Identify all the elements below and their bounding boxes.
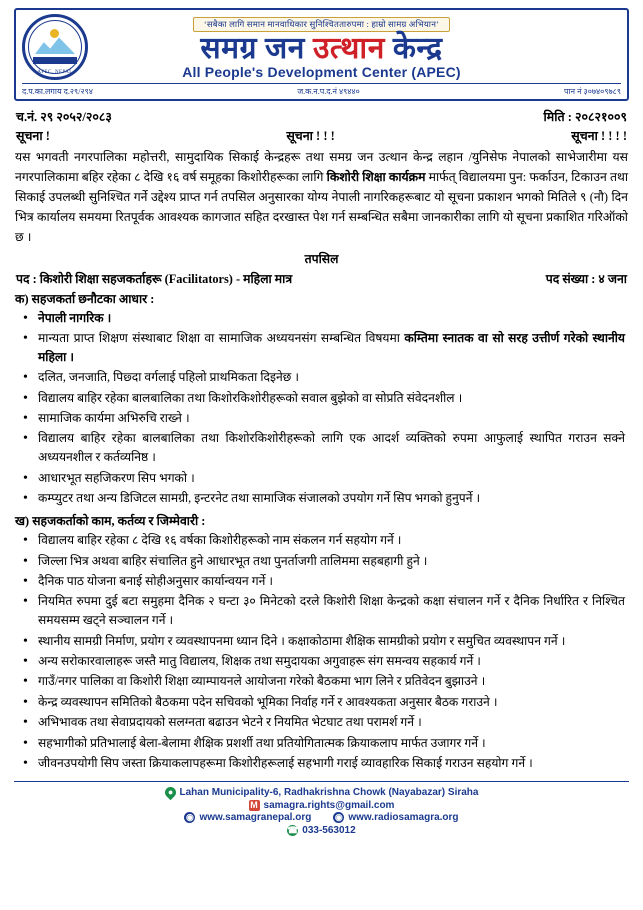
- notice-label-right: सूचना ! ! ! !: [571, 129, 627, 143]
- organization-slogan: ‘सबैका लागि समान मानवाधिकार सुनिश्चिततारुपमा : हाम्रो सामग्र अभियान’: [193, 17, 450, 32]
- footer-phone-text: 033-563012: [302, 824, 356, 836]
- reference-number: च.नं. २९ २०५२/२०८३: [16, 110, 112, 124]
- globe-icon: ◉: [186, 812, 194, 823]
- footer-email[interactable]: [249, 800, 395, 811]
- logo-label: APEC, NEPAL: [37, 70, 73, 75]
- notice-label-mid: सूचना ! ! !: [286, 129, 335, 143]
- registration-left: द.प.का.लगाय द.२९/२९४: [22, 87, 93, 96]
- list-item: • जीवनउपयोगी सिप जस्ता क्रियाकलापहरूमा किशोरीहरूलाई सहभागी गराई व्यावहारिक सिकाई गराउन सहयोग गर्ने ।: [36, 754, 625, 773]
- organization-name-english: All People's Development Center (APEC): [182, 63, 461, 80]
- footer-address-text: Lahan Municipality-6, Radhakrishna Chowk (Nayabazar) Siraha: [179, 787, 479, 799]
- document-footer: [14, 781, 629, 836]
- criteria-list: [14, 309, 629, 509]
- list-item: • गाउँ/नगर पालिका वा किशोरी शिक्षा व्याम्पायनले आयोजना गरेको बैठकमा भाग लिने र प्रतिवेदन बुझाउने ।: [36, 672, 625, 691]
- footer-address: [165, 787, 479, 798]
- letter-date: मिति : २०८२१००९: [543, 110, 627, 124]
- registration-row: [22, 83, 621, 97]
- list-item: • सामाजिक कार्यमा अभिरुचि राख्ने ।: [36, 409, 625, 428]
- letterhead-center: [94, 14, 549, 80]
- list-item: • दैनिक पाठ योजना बनाई सोहीअनुसार कार्यान्वयन गर्ने ।: [36, 572, 625, 591]
- post-title: पद : किशोरी शिक्षा सहजकर्ताहरू (Facilitators) - महिला मात्र: [16, 271, 293, 286]
- notice-paragraph: यस भगवती नगरपालिका महोत्तरी, सामुदायिक सिकाई केन्द्रहरू तथा समग्र जन उत्थान केन्द्र लहान /युनिसेफ नेपालको साभेजारीमा यस नगरपालिकामा बहिर रहेका ८ देखि १६ वर्ष समूहका किशोरीहरूका लागि किशोरी शिक्षा कार्यक्रम मार्फत् विद्यालयमा पुन: फर्काउन, टिकाउन तथा सिकाई उपलब्धी सुनिश्चित गर्ने उद्देश्य प्राप्त गर्न तपसिल अनुसारका योग्य नेपाली नागरिकहरूबाट यो सूचना प्रकाशन भगको मितिले ९ (नौ) दिन भित्र कार्यालय समयमा रितपूर्वक आवश्यक कागजात सहित दरखास्त पेश गर्न सम्बन्धित सबैमा जानकारीका लागि यो सूचना प्रकाशित गरिऑको छ ।: [15, 150, 629, 244]
- list-item: • नेपाली नागरिक ।: [36, 309, 625, 328]
- list-item: • अन्य सरोकारवालाहरू जस्तै मातु विद्यालय, शिक्षक तथा समुदायका अगुवाहरू संग समन्वय सहकार्य गर्ने ।: [36, 652, 625, 671]
- post-row: [16, 270, 627, 287]
- list-item: • मान्यता प्राप्त शिक्षण संस्थाबाट शिक्षा वा सामाजिक अध्ययनसंग सम्बन्धित विषयमा कम्तिमा स्नातक वा सो सरह उत्तीर्ण गरेको स्थानीय महिला ।: [36, 329, 625, 367]
- footer-website-1-text: www.samagranepal.org: [199, 812, 312, 824]
- organization-name-nepali: समग्र जन उत्थान केन्द्र: [200, 32, 443, 66]
- tapasil-heading: तपसिल: [304, 251, 339, 266]
- letterhead: [14, 8, 629, 101]
- organization-logo-icon: [22, 14, 88, 80]
- phone-icon: ☎: [287, 824, 299, 835]
- footer-website-2[interactable]: [333, 812, 458, 823]
- email-icon: M: [250, 799, 258, 810]
- list-item: • दलित, जनजाति, पिछ्दा वर्गलाई पहिलो प्राथमिकता दिइनेछ ।: [36, 368, 625, 387]
- list-item: • सहभागीको प्रतिभालाई बेला-बेलामा शैक्षिक प्रशर्शी तथा प्रतियोगितात्मक क्रियाकलाप मार्फत उजागर गर्ने ।: [36, 734, 625, 753]
- list-item: • विद्यालय बाहिर रहेका बालबालिका तथा किशोरकिशोरीहरूको सवाल बुझेको वा सोप्रति संवेदनशील ।: [36, 389, 625, 408]
- post-count: पद संख्या : ४ जना: [545, 271, 627, 286]
- footer-website-2-text: www.radiosamagra.org: [348, 812, 459, 824]
- reference-row: [16, 108, 627, 125]
- footer-website-1[interactable]: [184, 812, 311, 823]
- footer-address-line: [14, 787, 629, 798]
- list-item: • नियमित रुपमा दुई बटा समुहमा दैनिक २ घन्टा ३० मिनेटको दरले किशोरी शिक्षा केन्द्रको कक्षा संचालन गर्ने र दैनिक निर्धारित र निश्चित समयसम्म खट्ने सञ्चालन गर्ने ।: [36, 592, 625, 630]
- footer-web-line: [14, 812, 629, 823]
- notice-label-left: सूचना !: [16, 129, 50, 143]
- list-item: • जिल्ला भित्र अथवा बाहिर संचालित हुने आधारभूत तथा पुनर्ताजगी तालिममा सहबहागी हुने ।: [36, 552, 625, 571]
- letterhead-top: [22, 14, 621, 80]
- section-b-heading: ख) सहजकर्ताको काम, कर्तव्य र जिम्मेवारी :: [15, 514, 206, 529]
- list-item: • कम्प्युटर तथा अन्य डिजिटल सामग्री, इन्टरनेट तथा सामाजिक संजालको उपयोग गर्ने सिप भगको हुनुपर्ने ।: [36, 489, 625, 508]
- list-item: • विद्यालय बाहिर रहेका बालबालिका तथा किशोरकिशोरीहरूको लागि एक आदर्श व्यक्तिको रुपमा आफुलाई स्थापित गराउन सक्ने अध्ययनशील र कर्तव्यनिष्ठ ।: [36, 429, 625, 467]
- registration-right: पान नं ३०७४०९७८९: [564, 87, 621, 96]
- list-item: • स्थानीय सामग्री निर्माण, प्रयोग र व्यवस्थापनमा ध्यान दिने । कक्षाकोठामा शैक्षिक सामग्रीको प्रयोग र समुचित व्यवस्थापन गर्ने ।: [36, 632, 625, 651]
- list-item: • विद्यालय बाहिर रहेका ८ देखि १६ वर्षका किशोरीहरूको नाम संकलन गर्न सहयोग गर्ने ।: [36, 531, 625, 550]
- footer-phone[interactable]: [287, 825, 355, 836]
- section-a-heading: क) सहजकर्ता छनौटका आधार :: [15, 291, 155, 306]
- list-item: • आधारभूत सहजिकरण सिप भगको ।: [36, 469, 625, 488]
- duties-list: [14, 531, 629, 773]
- registration-mid: ज.क.न.प.द.नं ४९४४०: [297, 87, 360, 96]
- location-pin-icon: ●: [162, 785, 178, 801]
- footer-phone-line: [14, 825, 629, 836]
- list-item: • अभिभावक तथा सेवाप्रदायको सलग्नता बढाउन भेटने र नियमित भेटघाट तथा परामर्श गर्ने ।: [36, 713, 625, 732]
- list-item: • केन्द्र व्यवस्थापन समितिको बैठकमा पदेन सचिवको भूमिका निर्वाह गर्ने र आवश्यकता अनुसार बैठक गराउने ।: [36, 693, 625, 712]
- footer-email-line: [14, 800, 629, 811]
- footer-email-text: samagra.rights@gmail.com: [263, 799, 395, 811]
- notice-heading-row: [16, 127, 627, 144]
- globe-icon: ◉: [334, 812, 343, 823]
